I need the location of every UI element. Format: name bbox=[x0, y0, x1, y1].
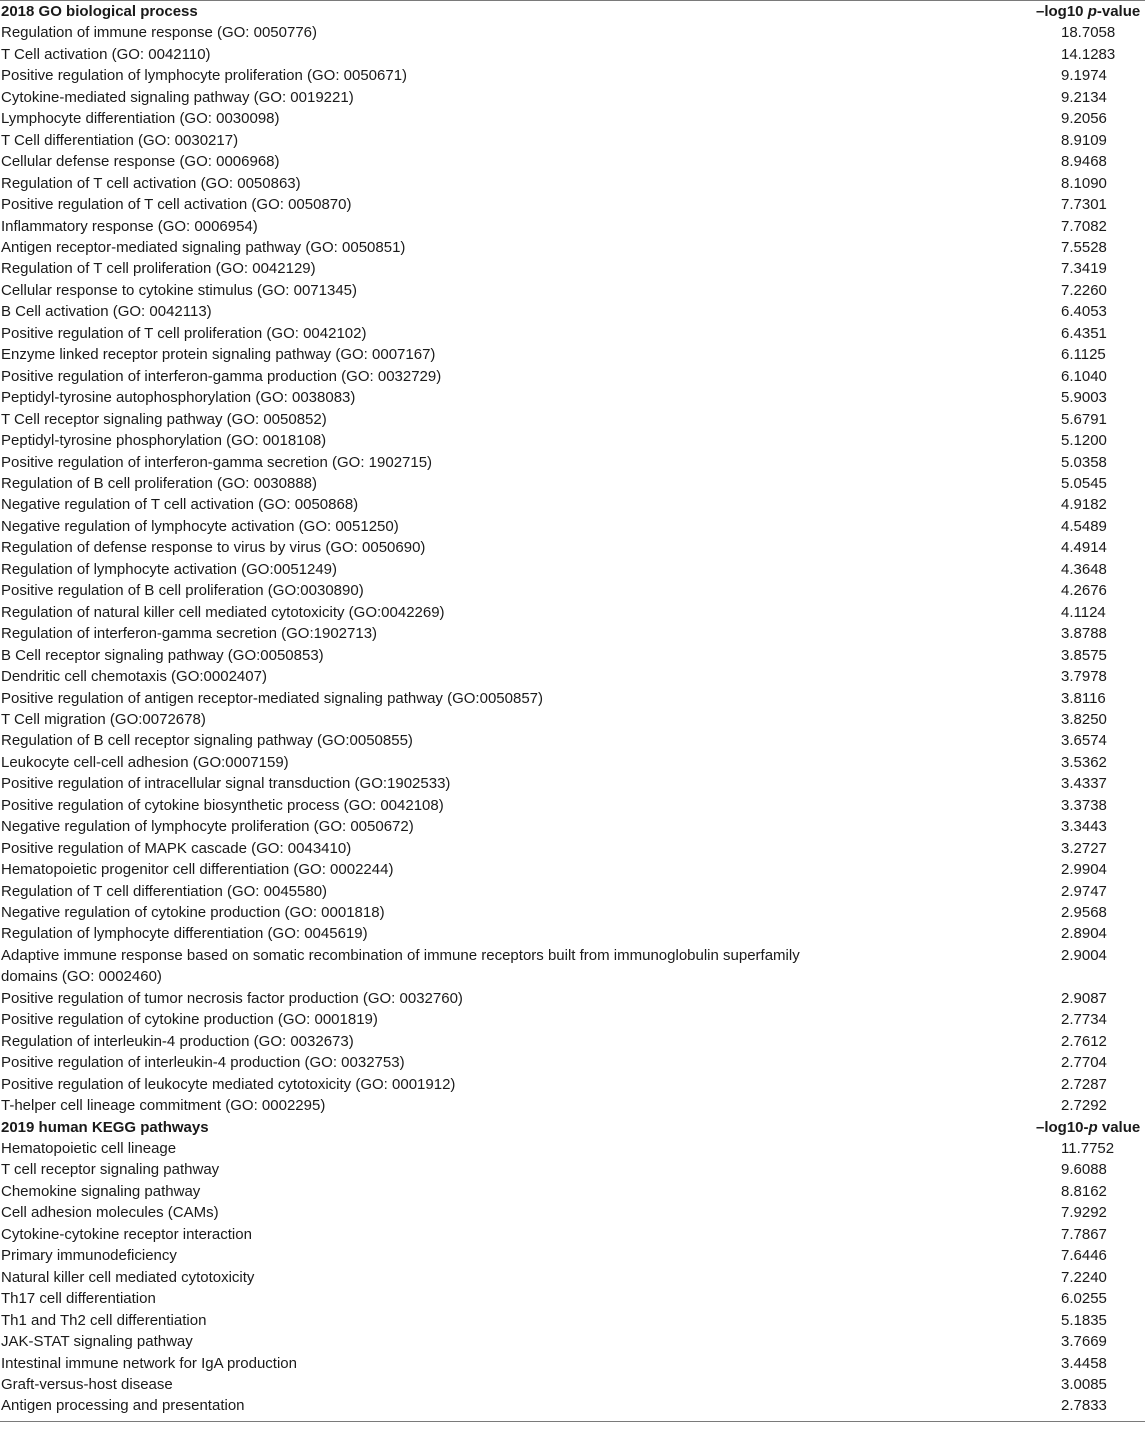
value-cell: 4.2676 bbox=[1061, 582, 1107, 600]
table-row bbox=[0, 452, 1145, 473]
value-cell: 18.7058 bbox=[1061, 24, 1116, 42]
value-cell: 3.4458 bbox=[1061, 1354, 1107, 1372]
value-cell: 2.7833 bbox=[1061, 1397, 1107, 1415]
value-header-prefix: –log10 bbox=[1036, 3, 1088, 20]
section-title: 2018 GO biological process bbox=[1, 3, 198, 20]
term-cell: Regulation of T cell differentiation (GO: 0045580) bbox=[1, 882, 328, 900]
value-cell: 11.7752 bbox=[1061, 1140, 1115, 1158]
term-cell: Regulation of T cell activation (GO: 0050863) bbox=[1, 174, 301, 192]
term-cell: Peptidyl-tyrosine autophosphorylation (GO: 0038083) bbox=[1, 389, 356, 407]
term-cell: Positive regulation of T cell proliferation (GO: 0042102) bbox=[1, 324, 367, 342]
term-cell: Th17 cell differentiation bbox=[1, 1290, 156, 1308]
value-cell: 2.7292 bbox=[1061, 1097, 1107, 1115]
value-cell: 6.1040 bbox=[1061, 367, 1107, 385]
term-cell: Leukocyte cell-cell adhesion (GO:0007159) bbox=[1, 753, 289, 771]
table-row bbox=[0, 301, 1145, 322]
table-row bbox=[0, 1224, 1145, 1245]
term-cell: Positive regulation of B cell proliferation (GO:0030890) bbox=[1, 582, 364, 600]
term-cell: Cytokine-cytokine receptor interaction bbox=[1, 1225, 252, 1243]
value-cell: 4.3648 bbox=[1061, 560, 1107, 578]
term-cell: Cytokine-mediated signaling pathway (GO: 0019221) bbox=[1, 88, 354, 106]
table-row bbox=[0, 1138, 1145, 1159]
table-row bbox=[0, 494, 1145, 515]
value-cell: 2.9087 bbox=[1061, 989, 1107, 1007]
value-cell: 3.0085 bbox=[1061, 1376, 1107, 1393]
term-cell: Negative regulation of lymphocyte proliferation (GO: 0050672) bbox=[1, 818, 414, 836]
term-cell: Positive regulation of leukocyte mediated cytotoxicity (GO: 0001912) bbox=[1, 1075, 456, 1093]
value-cell: 7.2260 bbox=[1061, 281, 1107, 299]
value-cell: 3.7669 bbox=[1061, 1333, 1107, 1351]
value-cell: 4.1124 bbox=[1061, 603, 1106, 621]
table-body bbox=[0, 1, 1145, 1417]
table-row bbox=[0, 130, 1145, 151]
term-cell: Inflammatory response (GO: 0006954) bbox=[1, 217, 258, 235]
value-cell: 5.0545 bbox=[1061, 474, 1107, 492]
table-row bbox=[0, 988, 1145, 1009]
table-row bbox=[0, 645, 1145, 666]
table-row bbox=[0, 22, 1145, 43]
term-cell: Regulation of immune response (GO: 0050776) bbox=[1, 24, 318, 42]
table-row bbox=[0, 87, 1145, 108]
table-row bbox=[0, 173, 1145, 194]
value-cell: 7.9292 bbox=[1061, 1204, 1107, 1222]
value-cell: 6.4351 bbox=[1061, 324, 1107, 342]
term-cell: Primary immunodeficiency bbox=[1, 1247, 177, 1265]
term-cell: T-helper cell lineage commitment (GO: 0002295) bbox=[1, 1097, 326, 1115]
value-cell: 9.1974 bbox=[1061, 67, 1107, 85]
value-cell: 4.4914 bbox=[1061, 539, 1107, 557]
value-cell: 2.7734 bbox=[1061, 1011, 1107, 1029]
value-cell: 2.7287 bbox=[1061, 1075, 1107, 1093]
table-row bbox=[0, 859, 1145, 880]
value-cell: 8.9109 bbox=[1061, 131, 1107, 149]
value-cell: 6.4053 bbox=[1061, 303, 1107, 321]
table-row bbox=[0, 1181, 1145, 1202]
term-cell: Peptidyl-tyrosine phosphorylation (GO: 0018108) bbox=[1, 432, 327, 450]
term-cell: Cellular defense response (GO: 0006968) bbox=[1, 153, 280, 171]
table-row bbox=[0, 838, 1145, 859]
table-row bbox=[0, 902, 1145, 923]
term-cell: Regulation of natural killer cell mediated cytotoxicity (GO:0042269) bbox=[1, 603, 445, 621]
table-row bbox=[0, 666, 1145, 687]
value-cell: 7.7867 bbox=[1061, 1225, 1107, 1243]
table-row bbox=[0, 366, 1145, 387]
term-cell: Positive regulation of cytokine biosynthetic process (GO: 0042108) bbox=[1, 796, 444, 814]
table-row bbox=[0, 1245, 1145, 1266]
table-row bbox=[0, 923, 1145, 944]
value-cell: 8.9468 bbox=[1061, 153, 1107, 171]
value-cell: 3.8575 bbox=[1061, 646, 1107, 664]
term-cell: Positive regulation of T cell activation (GO: 0050870) bbox=[1, 196, 352, 214]
table-row bbox=[0, 1159, 1145, 1180]
term-cell: Hematopoietic cell lineage bbox=[1, 1140, 177, 1158]
value-cell: 3.6574 bbox=[1061, 732, 1107, 750]
term-cell: Positive regulation of interleukin-4 production (GO: 0032753) bbox=[1, 1054, 405, 1072]
term-cell: Antigen processing and presentation bbox=[1, 1397, 245, 1415]
term-cell: Regulation of lymphocyte activation (GO:0051249) bbox=[1, 560, 338, 578]
table-row bbox=[0, 473, 1145, 494]
term-cell: Dendritic cell chemotaxis (GO:0002407) bbox=[1, 668, 267, 686]
table-row bbox=[0, 344, 1145, 365]
value-cell: 3.3443 bbox=[1061, 818, 1107, 836]
value-cell: 8.1090 bbox=[1061, 174, 1107, 192]
value-cell: 3.3738 bbox=[1061, 796, 1107, 814]
table-row bbox=[0, 623, 1145, 644]
term-cell: Adaptive immune response based on somatic recombination of immune receptors built from immunoglobulin superfamily domains (GO: 0002460) bbox=[1, 946, 800, 986]
value-cell: 4.5489 bbox=[1061, 517, 1107, 535]
value-cell: 3.8788 bbox=[1061, 625, 1107, 643]
value-cell: 2.8904 bbox=[1061, 925, 1107, 943]
table-row bbox=[0, 816, 1145, 837]
value-header-suffix: -value bbox=[1096, 3, 1141, 20]
table-row bbox=[0, 580, 1145, 601]
value-cell: 2.9747 bbox=[1061, 882, 1107, 900]
table-row bbox=[0, 516, 1145, 537]
term-cell: Positive regulation of antigen receptor-mediated signaling pathway (GO:0050857) bbox=[1, 689, 543, 707]
value-cell: 7.7082 bbox=[1061, 217, 1107, 235]
table-row bbox=[0, 1310, 1145, 1331]
term-cell: Regulation of lymphocyte differentiation (GO: 0045619) bbox=[1, 925, 368, 943]
table-row bbox=[0, 559, 1145, 580]
table-row bbox=[0, 409, 1145, 430]
term-cell: Antigen receptor-mediated signaling pathway (GO: 0050851) bbox=[1, 238, 406, 256]
term-cell: Positive regulation of cytokine production (GO: 0001819) bbox=[1, 1011, 378, 1029]
table-row bbox=[0, 280, 1145, 301]
term-cell: Regulation of defense response to virus by virus (GO: 0050690) bbox=[1, 539, 426, 557]
term-cell: Natural killer cell mediated cytotoxicity bbox=[1, 1268, 255, 1286]
table-row bbox=[0, 323, 1145, 344]
value-cell: 7.2240 bbox=[1061, 1268, 1107, 1286]
term-cell: Positive regulation of interferon-gamma secretion (GO: 1902715) bbox=[1, 453, 433, 471]
term-cell: Graft-versus-host disease bbox=[1, 1376, 173, 1393]
term-cell: B Cell activation (GO: 0042113) bbox=[1, 303, 212, 321]
value-cell: 7.7301 bbox=[1061, 196, 1107, 214]
term-cell: Positive regulation of MAPK cascade (GO: 0043410) bbox=[1, 839, 352, 857]
table-row bbox=[0, 1267, 1145, 1288]
section-title: 2019 human KEGG pathways bbox=[1, 1118, 209, 1136]
table-row bbox=[0, 258, 1145, 279]
value-header-italic: p bbox=[1088, 1118, 1098, 1136]
table-row bbox=[0, 1009, 1145, 1030]
term-cell: T Cell migration (GO:0072678) bbox=[1, 710, 206, 728]
term-cell: T cell receptor signaling pathway bbox=[1, 1161, 220, 1179]
value-cell: 4.9182 bbox=[1061, 496, 1107, 514]
value-cell: 2.7612 bbox=[1061, 1032, 1107, 1050]
value-column-header bbox=[1036, 1117, 1140, 1138]
value-cell: 3.4337 bbox=[1061, 775, 1107, 793]
section-header bbox=[0, 1, 1145, 22]
term-cell: B Cell receptor signaling pathway (GO:0050853) bbox=[1, 646, 324, 664]
table-row bbox=[0, 151, 1145, 172]
table-row bbox=[0, 1374, 1145, 1395]
value-cell: 5.1200 bbox=[1061, 432, 1107, 450]
term-cell: Chemokine signaling pathway bbox=[1, 1182, 201, 1200]
term-cell: Cellular response to cytokine stimulus (GO: 0071345) bbox=[1, 281, 358, 299]
term-cell: Hematopoietic progenitor cell differentiation (GO: 0002244) bbox=[1, 861, 394, 879]
term-cell: Regulation of interferon-gamma secretion (GO:1902713) bbox=[1, 625, 378, 643]
value-header-italic: p bbox=[1087, 3, 1097, 20]
value-cell: 2.9568 bbox=[1061, 904, 1107, 922]
table-row bbox=[0, 1331, 1145, 1352]
term-cell: JAK-STAT signaling pathway bbox=[1, 1333, 193, 1351]
table-row bbox=[0, 44, 1145, 65]
term-cell: Regulation of T cell proliferation (GO: 0042129) bbox=[1, 260, 316, 278]
table-row bbox=[0, 1202, 1145, 1223]
term-cell: Negative regulation of cytokine production (GO: 0001818) bbox=[1, 904, 385, 922]
table-row bbox=[0, 795, 1145, 816]
term-cell: Intestinal immune network for IgA production bbox=[1, 1354, 297, 1372]
table-row bbox=[0, 1288, 1145, 1309]
table-row bbox=[0, 602, 1145, 623]
term-cell: Positive regulation of intracellular signal transduction (GO:1902533) bbox=[1, 775, 451, 793]
table-row bbox=[0, 730, 1145, 751]
value-cell: 5.1835 bbox=[1061, 1311, 1107, 1329]
table-row bbox=[0, 108, 1145, 129]
term-cell: Positive regulation of tumor necrosis factor production (GO: 0032760) bbox=[1, 989, 463, 1007]
value-cell: 3.8116 bbox=[1061, 689, 1106, 707]
table-row bbox=[0, 773, 1145, 794]
table-row bbox=[0, 752, 1145, 773]
table-row bbox=[0, 537, 1145, 558]
value-cell: 14.1283 bbox=[1061, 45, 1116, 63]
value-cell: 6.0255 bbox=[1061, 1290, 1107, 1308]
value-cell: 3.5362 bbox=[1061, 753, 1107, 771]
table-row bbox=[0, 945, 1145, 988]
table-row bbox=[0, 1095, 1145, 1116]
table-row bbox=[0, 1395, 1145, 1416]
term-cell: Positive regulation of lymphocyte proliferation (GO: 0050671) bbox=[1, 67, 408, 85]
table-row bbox=[0, 65, 1145, 86]
value-cell: 7.5528 bbox=[1061, 238, 1107, 256]
section-header bbox=[0, 1117, 1145, 1138]
term-cell: Cell adhesion molecules (CAMs) bbox=[1, 1204, 219, 1222]
table-row bbox=[0, 688, 1145, 709]
value-cell: 6.1125 bbox=[1061, 346, 1106, 364]
table-row bbox=[0, 194, 1145, 215]
term-cell: Enzyme linked receptor protein signaling pathway (GO: 0007167) bbox=[1, 346, 436, 364]
value-cell: 2.9904 bbox=[1061, 861, 1107, 879]
value-cell: 9.2134 bbox=[1061, 88, 1107, 106]
value-header-suffix: value bbox=[1097, 1118, 1141, 1136]
table-row bbox=[0, 1031, 1145, 1052]
table-row bbox=[0, 237, 1145, 258]
value-cell: 8.8162 bbox=[1061, 1182, 1107, 1200]
term-cell: T Cell differentiation (GO: 0030217) bbox=[1, 131, 239, 149]
value-cell: 5.6791 bbox=[1061, 410, 1107, 428]
value-cell: 3.2727 bbox=[1061, 839, 1107, 857]
table-row bbox=[0, 1052, 1145, 1073]
table-row bbox=[0, 881, 1145, 902]
term-cell: T Cell receptor signaling pathway (GO: 0050852) bbox=[1, 410, 327, 428]
term-cell: Th1 and Th2 cell differentiation bbox=[1, 1311, 207, 1329]
value-cell: 7.3419 bbox=[1061, 260, 1107, 278]
table-row bbox=[0, 387, 1145, 408]
table-bottom-rule bbox=[0, 1421, 1145, 1422]
value-cell: 3.8250 bbox=[1061, 710, 1107, 728]
table-row bbox=[0, 1353, 1145, 1374]
table-row bbox=[0, 430, 1145, 451]
value-cell: 7.6446 bbox=[1061, 1247, 1107, 1265]
value-cell: 5.0358 bbox=[1061, 453, 1107, 471]
value-cell: 2.9004 bbox=[1061, 946, 1107, 964]
value-cell: 3.7978 bbox=[1061, 668, 1107, 686]
table-row bbox=[0, 1074, 1145, 1095]
term-cell: Lymphocyte differentiation (GO: 0030098) bbox=[1, 110, 280, 128]
term-cell: Regulation of B cell receptor signaling pathway (GO:0050855) bbox=[1, 732, 413, 750]
term-cell: Positive regulation of interferon-gamma production (GO: 0032729) bbox=[1, 367, 442, 385]
value-cell: 9.2056 bbox=[1061, 110, 1107, 128]
term-cell: Negative regulation of T cell activation (GO: 0050868) bbox=[1, 496, 359, 514]
table-row bbox=[0, 216, 1145, 237]
term-cell: T Cell activation (GO: 0042110) bbox=[1, 45, 211, 63]
table-row bbox=[0, 709, 1145, 730]
value-cell: 9.6088 bbox=[1061, 1161, 1107, 1179]
term-cell: Regulation of B cell proliferation (GO: 0030888) bbox=[1, 474, 318, 492]
value-cell: 5.9003 bbox=[1061, 389, 1107, 407]
value-column-header bbox=[1036, 1, 1140, 22]
value-header-prefix: –log10- bbox=[1036, 1118, 1089, 1136]
term-cell: Negative regulation of lymphocyte activation (GO: 0051250) bbox=[1, 517, 399, 535]
term-cell: Regulation of interleukin-4 production (GO: 0032673) bbox=[1, 1032, 354, 1050]
value-cell: 2.7704 bbox=[1061, 1054, 1107, 1072]
